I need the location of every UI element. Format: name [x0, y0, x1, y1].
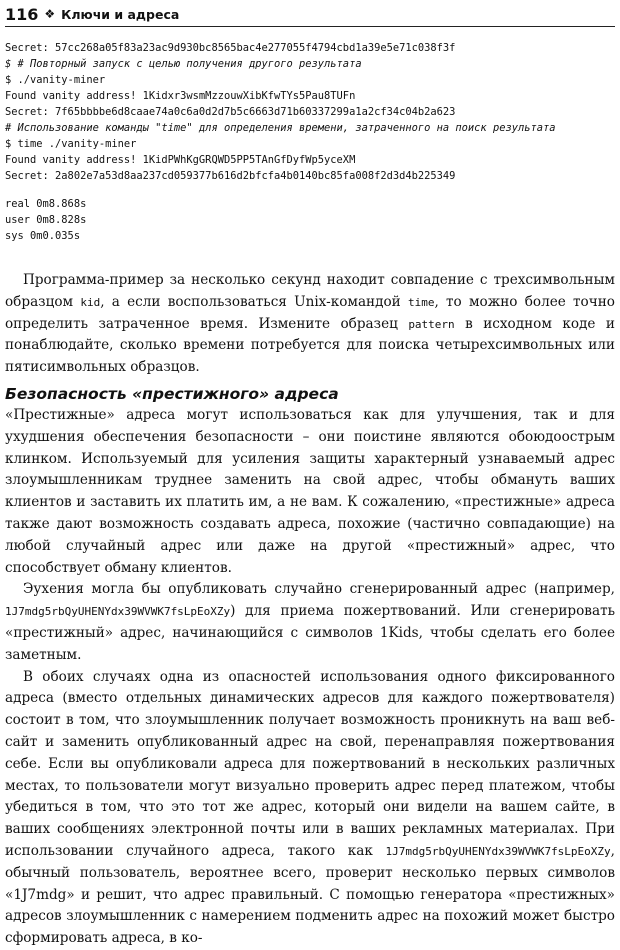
body-text: [5, 270, 615, 950]
text-run: Эухения могла бы опубликовать случайно сгенерированный адрес (например,: [23, 581, 615, 598]
code-comment-line: # Использование команды "time" для определения времени, затраченного на поиск результата: [5, 122, 556, 134]
text-run: , а если воспользоваться Unix-командой: [100, 293, 408, 310]
text-run: Программа-пример за несколько секунд находит совпадение с трехсимвольным образцом: [5, 272, 615, 310]
code-line: sys 0m0.035s: [5, 230, 81, 242]
paragraph: «Престижные» адреса могут использоваться как для улучшения, так и для ухудшения обеспечения безопасности – они поистине являются обоюдоострым клинком. Используемый для усиления защиты характерный узнаваемый адрес злоумышленникам труднее заменить на свой адрес, чтобы обмануть ваших клиентов и заставить их платить им, а не вам. К сожалению, «престижные» адреса также дают возможность создавать адреса, похожие (частично совпадающие) на любой случайный адрес или даже на другой «престижный» адрес, что способствует обману клиентов.: [5, 406, 615, 576]
code-line: user 0m8.828s: [5, 214, 87, 226]
code-line: Found vanity address! 1KidPWhKgGRQWD5PP5TAnGfDyfWp5yceXM: [5, 154, 356, 166]
page-number: 116: [5, 4, 39, 24]
code-line: Found vanity address! 1Kidxr3wsmMzzouwXibKfwTYs5Pau8TUFn: [5, 90, 356, 102]
code-spacer: [5, 184, 615, 196]
paragraph: [5, 667, 615, 950]
inline-code: 1J7mdg5rbQyUHENYdx39WVWK7fsLpEoXZy: [385, 844, 611, 858]
text-run: , обычный пользователь, вероятнее всего, проверит несколько первых символов «1J7mdg» и решит, что адрес правильный. С помощью генератора «престижных» адресов злоумышленник с намерением подменить адрес на похожий может быстро сформировать адреса, в ко-: [5, 842, 615, 947]
text-run: В обоих случаях одна из опасностей использования одного фиксированного адреса (вместо отдельных динамических адресов для каждого пожертвователя) состоит в том, что злоумышленник получает возможность проникнуть на ваш веб-сайт и заменить опубликованный адрес на свой, перенаправляя пожертвования себе. Если вы опубликовали адреса для пожертвований в нескольких различных местах, то пользователи могут визуально проверить адрес перед платежом, чтобы убедиться в том, что это тот же адрес, который они видели на вашем сайте, в ваших сообщениях электронной почты или в ваших рекламных материалах. При использовании случайного адреса, такого как: [5, 668, 615, 859]
code-line: Secret: 57cc268a05f83a23ac9d930bc8565bac4e277055f4794cbd1a39e5e71c038f3f: [5, 42, 456, 54]
text-run: ) для приема пожертвований. Или сгенерировать «престижный» адрес, начинающийся с символов 1Kids, чтобы сделать его более заметным.: [5, 603, 615, 663]
text-run: в исходном коде и понаблюдайте, сколько времени потребуется для поиска четырехсимвольных или пятисимвольных образцов.: [5, 315, 615, 376]
inline-code: pattern: [408, 317, 455, 331]
code-line: Secret: 7f65bbbbe6d8caae74a0c6a0d2d7b5c6663d71b60337299a1a2cf34c04b2a623: [5, 106, 456, 118]
running-header: [5, 2, 615, 27]
paragraph: [5, 579, 615, 666]
code-comment-line: $ # Повторный запуск с целью получения другого результата: [5, 58, 362, 70]
chapter-title: Ключи и адреса: [61, 6, 180, 22]
code-line: $ time ./vanity-miner: [5, 138, 137, 150]
code-line: $ ./vanity-miner: [5, 74, 106, 86]
text-run: , то можно более точно определить затраченное время. Измените образец: [5, 293, 615, 332]
diamond-separator-icon: ❖: [44, 7, 56, 21]
section-heading: Безопасность «престижного» адреса: [5, 384, 339, 403]
inline-code: 1J7mdg5rbQyUHENYdx39WVWK7fsLpEoXZy: [5, 605, 231, 619]
paragraph: [5, 270, 615, 379]
code-line: Secret: 2a802e7a53d8aa237cd059377b616d2bfcfa4b0140bc85fa008f2d3d4b225349: [5, 170, 456, 182]
code-line: real 0m8.868s: [5, 198, 87, 210]
inline-code: kid: [80, 295, 101, 309]
code-block: [5, 40, 615, 244]
inline-code: time: [407, 295, 435, 309]
